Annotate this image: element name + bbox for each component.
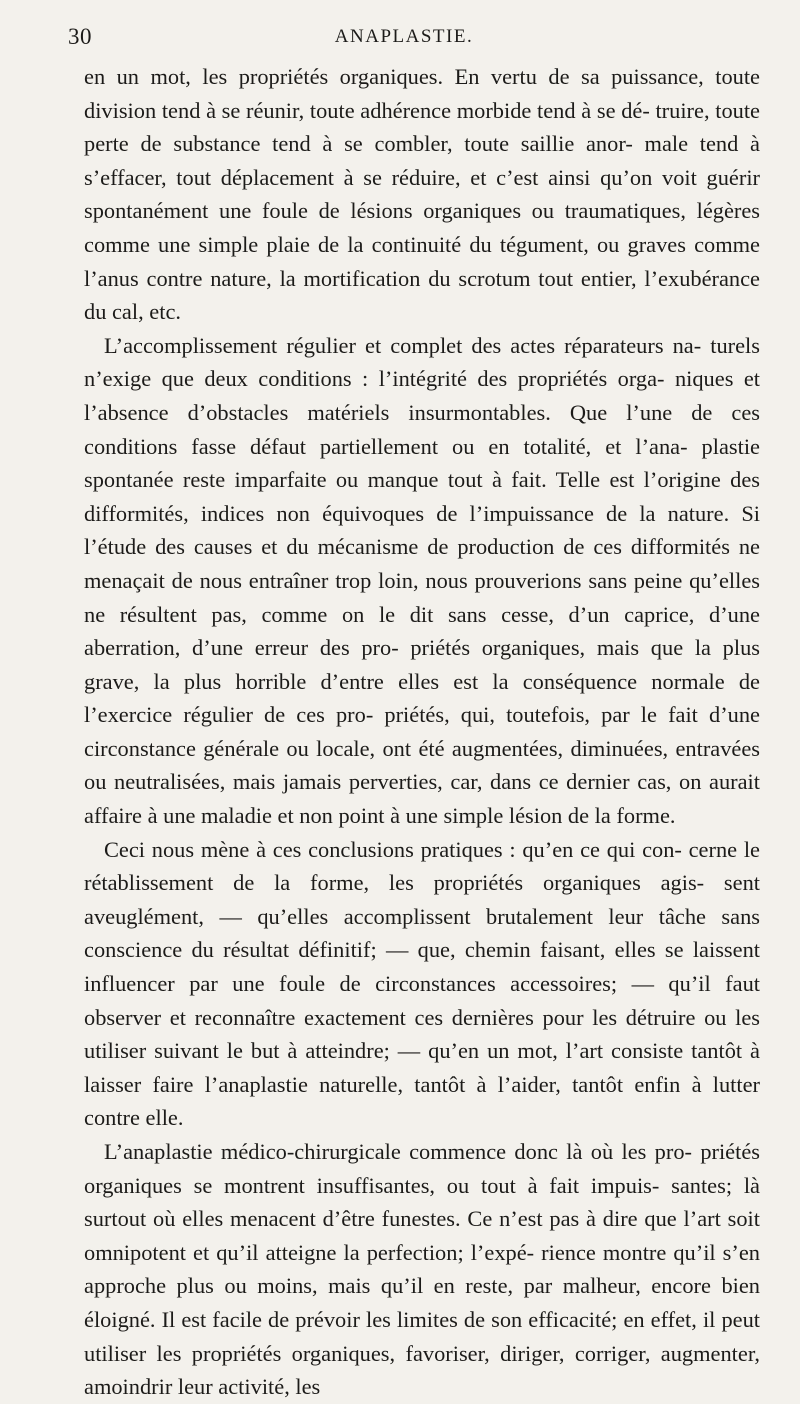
paragraph: Ceci nous mène à ces conclusions pratiques : qu’en ce qui con- cerne le rétablissement de la forme, les propriétés organiques agis- sent aveuglément, — qu’elles accomplissent brutalement leur tâche sans conscience du résultat définitif; — que, chemin faisant, elles se laissent influencer par une foule de circonstances accessoires; — qu’il faut observer et reconnaître exactement ces dernières pour les détruire ou les utiliser suivant le but à atteindre; — qu’en un mot, l’art consiste tantôt à laisser faire l’anaplastie naturelle, tantôt à l’aider, tantôt enfin à lutter contre elle. [84, 836, 760, 1131]
paragraph: L’anaplastie médico-chirurgicale commence donc là où les pro- priétés organiques se montrent insuffisantes, ou tout à fait impuis- santes; là surtout où elles menacent d’être funestes. Ce n’est pas à dire que l’art soit omnipotent et qu’il atteigne la perfection; l’expé- rience montre qu’il s’en approche plus ou moins, mais qu’il en reste, par malheur, encore bien éloigné. Il est facile de prévoir les limites de son efficacité; en effet, il peut utiliser les propriétés organiques, favoriser, diriger, corriger, augmenter, amoindrir leur activité, les [84, 1139, 760, 1400]
page-header [68, 24, 740, 54]
body-text [84, 60, 760, 1404]
running-head: ANAPLASTIE. [334, 26, 474, 47]
page-number: 30 [68, 24, 92, 49]
paragraph: L’accomplissement régulier et complet des actes réparateurs na- turels n’exige que deux conditions : l’intégrité des propriétés orga- niques et l’absence d’obstacles matériels insurmontables. Que l’une de ces conditions fasse défaut partiellement ou en totalité, et l’ana- plastie spontanée reste imparfaite ou manque tout à fait. Telle est l’origine des difformités, indices non équivoques de l’impuissance de la nature. Si l’étude des causes et du mécanisme de production de ces difformités ne menaçait de nous entraîner trop loin, nous prouverions sans peine qu’elles ne résultent pas, comme on le dit sans cesse, d’un caprice, d’une aberration, d’une erreur des pro- priétés organiques, mais que la plus grave, la plus horrible d’entre elles est la conséquence normale de l’exercice régulier de ces pro- priétés, qui, toutefois, par le fait d’une circonstance générale ou locale, ont été augmentées, diminuées, entravées ou neutralisées, mais jamais perverties, car, dans ce dernier cas, on aurait affaire à une maladie et non point à une simple lésion de la forme. [84, 332, 760, 829]
paragraph: en un mot, les propriétés organiques. En vertu de sa puissance, toute division tend à se réunir, toute adhérence morbide tend à se dé- truire, toute perte de substance tend à se combler, toute saillie anor- male tend à s’effacer, tout déplacement à se réduire, et c’est ainsi qu’on voit guérir spontanément une foule de lésions organiques ou traumatiques, légères comme une simple plaie de la continuité du tégument, ou graves comme l’anus contre nature, la mortification du scrotum tout entier, l’exubérance du cal, etc. [84, 64, 760, 325]
